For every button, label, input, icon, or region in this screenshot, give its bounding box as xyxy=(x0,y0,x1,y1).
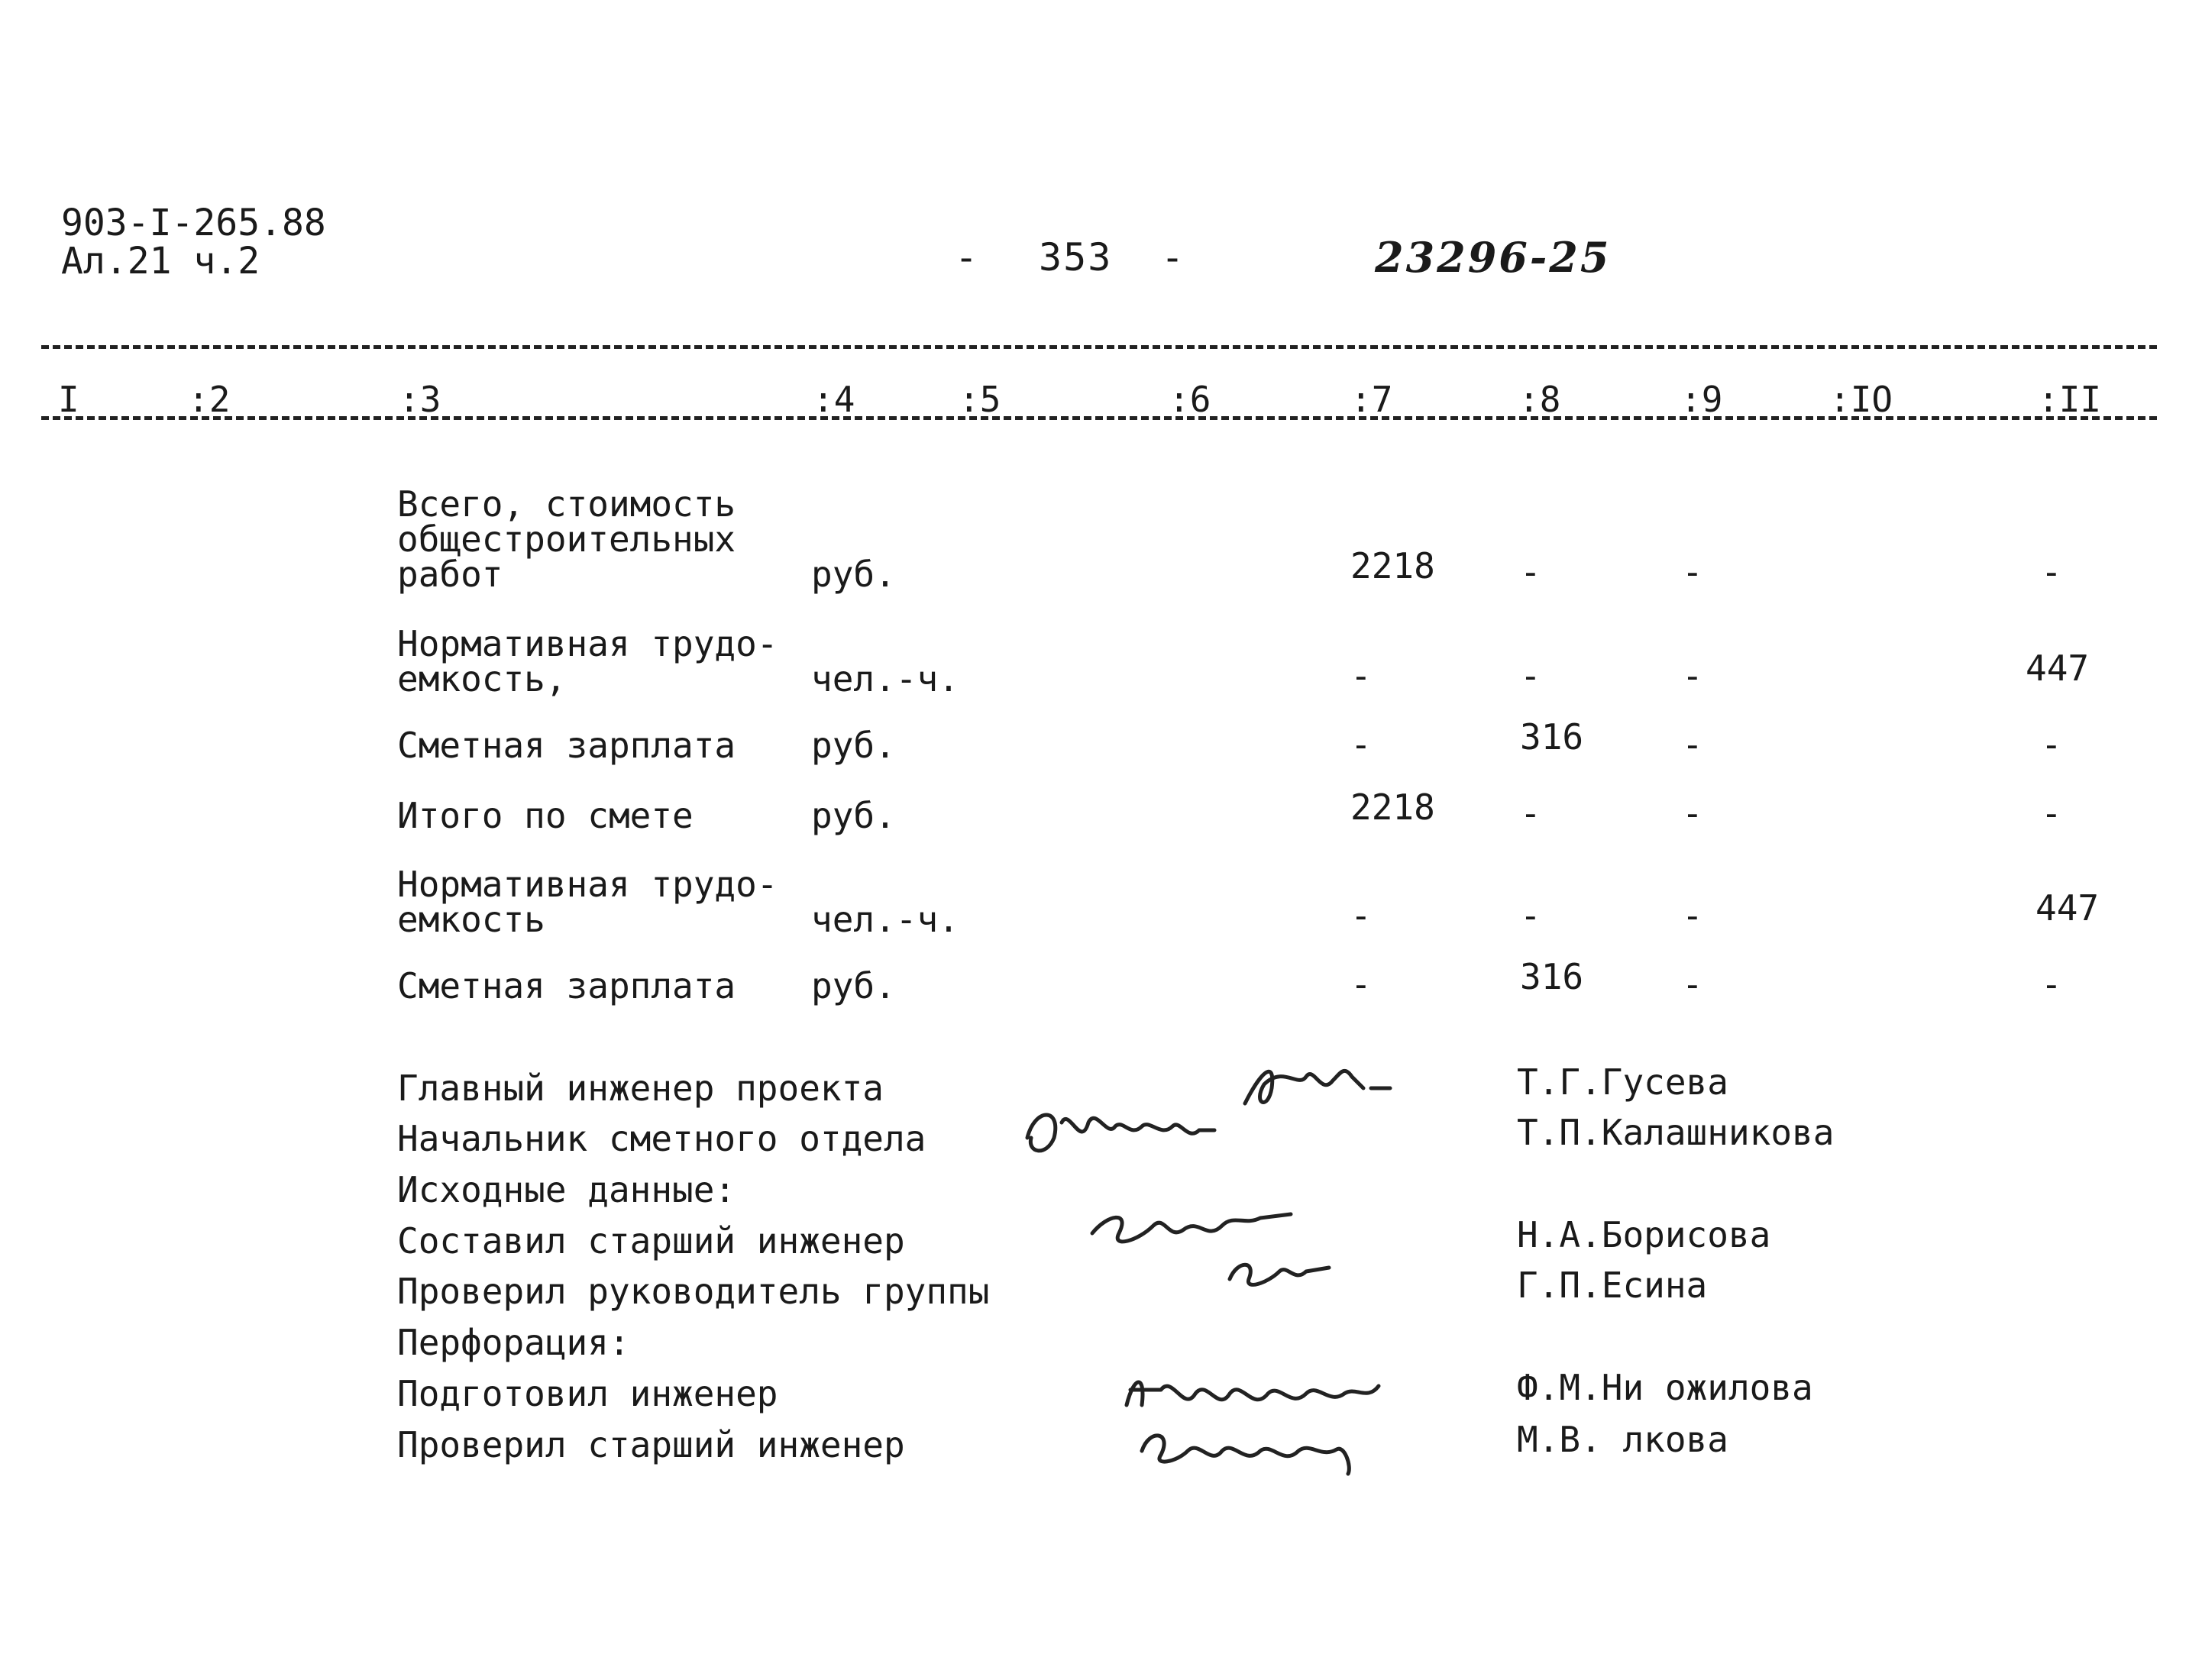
cell-col9: - xyxy=(1682,964,1703,1005)
signature-section-heading: Перфорация: xyxy=(397,1322,630,1363)
cell-col11: 447 xyxy=(2026,648,2090,689)
sheet-number: 23296-25 xyxy=(1375,233,1612,282)
cell-col8: 316 xyxy=(1520,956,1584,997)
column-number: I xyxy=(58,379,79,420)
row-label: Нормативная трудо- xyxy=(397,864,778,905)
row-label: Сметная зарплата xyxy=(397,725,736,766)
document-code: 903-I-265.88 xyxy=(61,202,326,244)
cell-col7: - xyxy=(1350,964,1372,1005)
cell-col11: - xyxy=(2041,964,2062,1005)
row-label: общестроительных xyxy=(397,519,736,560)
signature-novozhilova-volkova xyxy=(1115,1359,1405,1489)
column-number: :3 xyxy=(399,379,441,420)
cell-col8: - xyxy=(1520,551,1541,593)
cell-col8: - xyxy=(1520,655,1541,696)
cell-col9: - xyxy=(1682,724,1703,765)
column-number: :6 xyxy=(1169,379,1211,420)
column-number: :7 xyxy=(1350,379,1393,420)
signature-section-heading: Исходные данные: xyxy=(397,1169,736,1210)
page-dash-right: - xyxy=(1161,235,1186,279)
row-label: Сметная зарплата xyxy=(397,965,736,1006)
cell-col9: - xyxy=(1682,793,1703,834)
signature-role: Проверил старший инженер xyxy=(397,1424,905,1465)
album-part: Ал.21 ч.2 xyxy=(61,240,260,283)
row-unit: чел.-ч. xyxy=(811,899,959,940)
column-number: :8 xyxy=(1518,379,1561,420)
cell-col7: 2218 xyxy=(1350,787,1435,828)
row-label: Нормативная трудо- xyxy=(397,623,778,664)
row-unit: руб. xyxy=(811,965,896,1006)
cell-col11: 447 xyxy=(2035,887,2100,929)
signature-role: Главный инженер проекта xyxy=(397,1068,884,1109)
cell-col9: - xyxy=(1682,551,1703,593)
column-number: :II xyxy=(2038,379,2102,420)
signature-role: Проверил руководитель группы xyxy=(397,1271,990,1312)
row-label: емкость xyxy=(397,899,545,940)
cell-col11: - xyxy=(2041,551,2062,593)
signatory-name: Т.Г.Гусева xyxy=(1517,1061,1728,1103)
page-number: 353 xyxy=(1039,235,1113,279)
cell-col7: - xyxy=(1350,724,1372,765)
signatory-name: Т.П.Калашникова xyxy=(1517,1112,1835,1153)
row-unit: чел.-ч. xyxy=(811,658,959,699)
cell-col8: - xyxy=(1520,793,1541,834)
cell-col7: 2218 xyxy=(1350,545,1435,586)
cell-col9: - xyxy=(1682,895,1703,936)
row-unit: руб. xyxy=(811,795,896,836)
cell-col11: - xyxy=(2041,793,2062,834)
row-unit: руб. xyxy=(811,725,896,766)
row-label: емкость, xyxy=(397,658,567,699)
signature-kalashnikova xyxy=(1016,1084,1245,1168)
signature-role: Составил старший инженер xyxy=(397,1220,905,1262)
signature-role: Подготовил инженер xyxy=(397,1373,778,1414)
column-number: :9 xyxy=(1680,379,1723,420)
column-number: :4 xyxy=(813,379,855,420)
row-label: работ xyxy=(397,554,503,595)
signature-role: Начальник сметного отдела xyxy=(397,1118,926,1159)
signatory-name: Г.П.Есина xyxy=(1517,1265,1708,1306)
cell-col7: - xyxy=(1350,655,1372,696)
row-label: Итого по смете xyxy=(397,795,694,836)
cell-col9: - xyxy=(1682,655,1703,696)
row-unit: руб. xyxy=(811,554,896,595)
cell-col8: - xyxy=(1520,895,1541,936)
signatory-name: Н.А.Борисова xyxy=(1517,1214,1771,1255)
cell-col8: 316 xyxy=(1520,716,1584,758)
signatory-name: Ф.М.Ни ожилова xyxy=(1517,1367,1813,1408)
header-rule xyxy=(41,345,2157,349)
cell-col11: - xyxy=(2041,724,2062,765)
column-number: :5 xyxy=(959,379,1001,420)
cell-col7: - xyxy=(1350,895,1372,936)
signature-gusev xyxy=(1230,1042,1398,1126)
signature-borisova-esina xyxy=(1085,1187,1337,1302)
row-label: Всего, стоимость xyxy=(397,483,736,525)
column-number: :2 xyxy=(188,379,231,420)
signatory-name: М.В. лкова xyxy=(1517,1419,1728,1460)
page-dash-left: - xyxy=(955,235,980,279)
column-number: :IO xyxy=(1829,379,1893,420)
